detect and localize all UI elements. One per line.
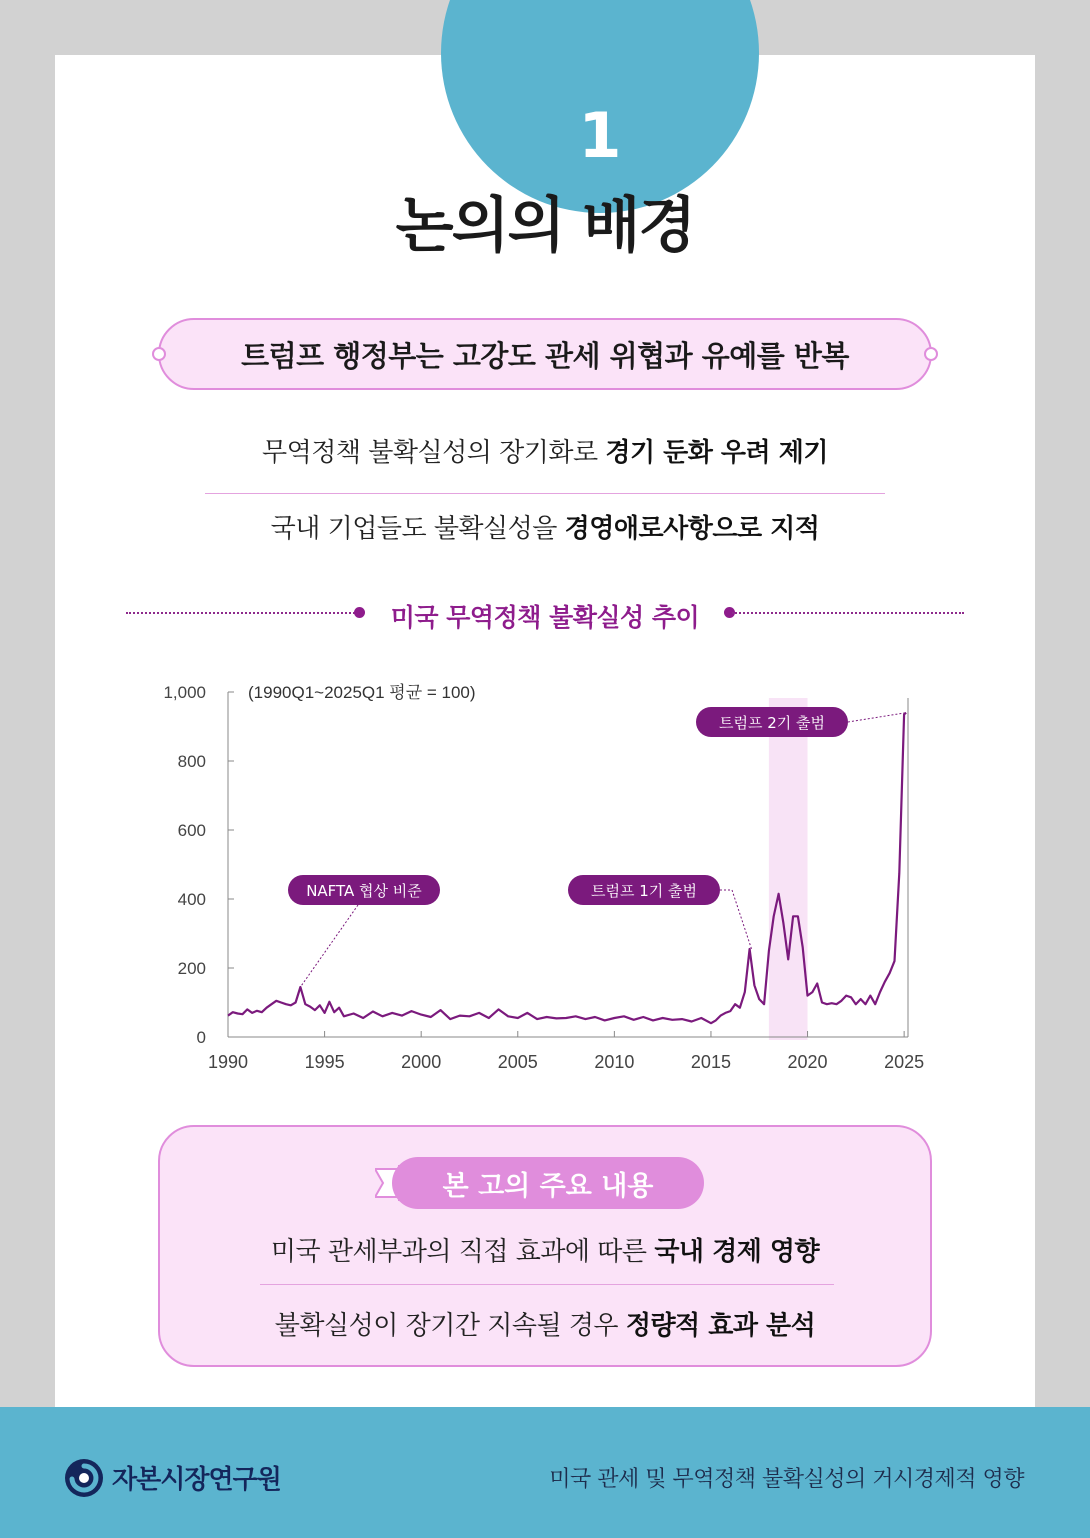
trade-policy-uncertainty-chart (150, 672, 950, 1092)
summary-item-2-normal: 불확실성이 장기간 지속될 경우 (274, 1311, 626, 1341)
point-1-normal: 무역정책 불확실성의 장기화로 (262, 438, 606, 468)
annotation-label: NAFTA 협상 비준 (306, 882, 422, 900)
org-logo-icon (63, 1457, 105, 1499)
annotation-label: 트럼프 1기 출범 (590, 882, 698, 900)
x-tick-label: 2000 (401, 1052, 442, 1072)
point-1 (0, 432, 1090, 469)
y-tick-label: 400 (177, 890, 206, 909)
point-2-normal: 국내 기업들도 불확실성을 (270, 514, 565, 544)
summary-tag-text: 본 고의 주요 내용 (442, 1170, 654, 1202)
annotation-label: 트럼프 2기 출범 (718, 714, 826, 732)
x-tick-label: 1995 (304, 1052, 345, 1072)
y-tick-label: 600 (177, 821, 206, 840)
x-tick-label: 2010 (594, 1052, 635, 1072)
footer (0, 1407, 1090, 1538)
annotation-leader (848, 713, 906, 722)
point-1-bold: 경기 둔화 우려 제기 (605, 438, 828, 468)
pill-dot-right (924, 347, 938, 361)
summary-box (158, 1125, 932, 1367)
chart-title-line-right (732, 612, 964, 614)
y-tick-label: 1,000 (163, 683, 206, 702)
point-divider (205, 493, 885, 494)
summary-item-1-bold: 국내 경제 영향 (654, 1237, 820, 1267)
x-tick-label: 1990 (207, 1052, 249, 1072)
report-title: 미국 관세 및 무역정책 불확실성의 거시경제적 영향 (549, 1467, 1024, 1492)
chart-title-bar (126, 598, 964, 632)
chart-title: 미국 무역정책 불확실성 추이 (390, 603, 700, 632)
headline-text: 트럼프 행정부는 고강도 관세 위협과 유예를 반복 (241, 338, 849, 373)
point-2-bold: 경영애로사항으로 지적 (564, 514, 820, 544)
shaded-region (769, 698, 808, 1040)
y-tick-label: 0 (196, 1028, 206, 1047)
x-tick-label: 2005 (497, 1052, 538, 1072)
summary-item-1 (160, 1231, 930, 1268)
summary-tag (392, 1157, 704, 1209)
y-tick-label: 800 (177, 752, 206, 771)
x-tick-label: 2020 (787, 1052, 828, 1072)
x-tick-label: 2015 (690, 1052, 731, 1072)
summary-item-1-normal: 미국 관세부과의 직접 효과에 따른 (270, 1237, 655, 1267)
headline-pill (158, 318, 932, 390)
page-title: 논의의 배경 (395, 191, 695, 261)
x-tick-label: 2025 (884, 1052, 925, 1072)
org-name: 자본시장연구원 (112, 1465, 281, 1495)
point-2 (0, 508, 1090, 545)
section-number: 1 (578, 99, 622, 172)
chart-note: (1990Q1~2025Q1 평균 = 100) (248, 683, 476, 702)
summary-divider (260, 1284, 834, 1285)
annotation-leader (720, 890, 752, 949)
summary-item-2 (160, 1305, 930, 1342)
pill-dot-left (152, 347, 166, 361)
y-tick-label: 200 (177, 959, 206, 978)
summary-item-2-bold: 정량적 효과 분석 (625, 1311, 816, 1341)
annotation-leader (300, 905, 358, 987)
